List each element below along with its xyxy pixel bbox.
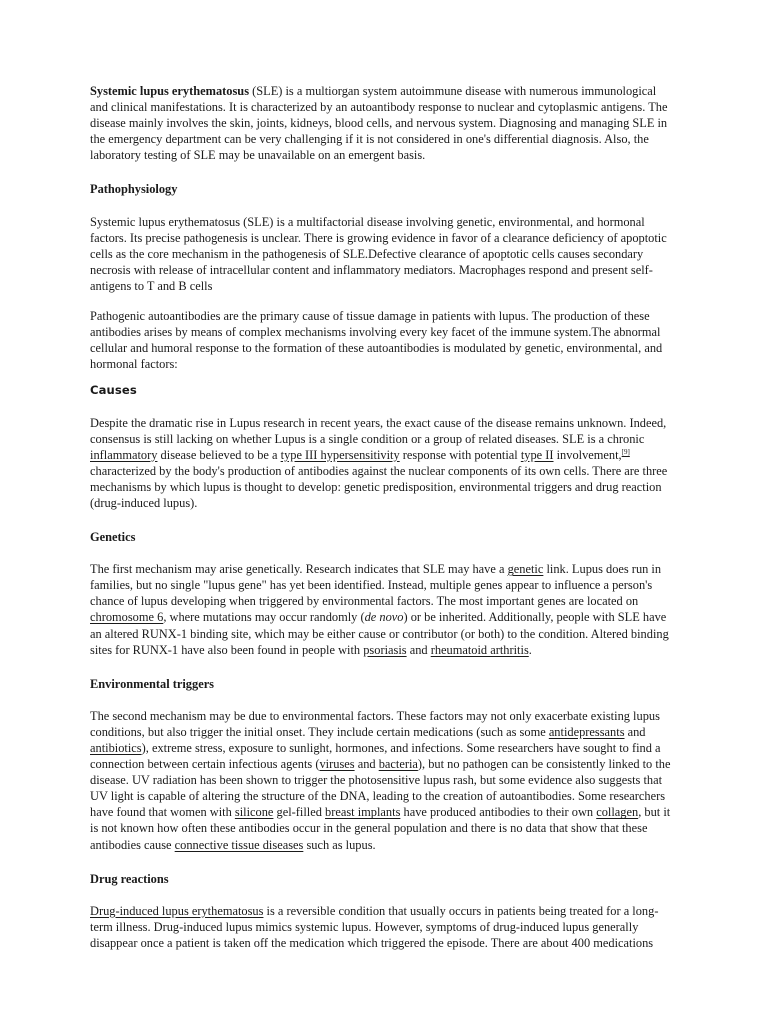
link-antibiotics[interactable]: antibiotics xyxy=(90,741,142,755)
link-psoriasis[interactable]: psoriasis xyxy=(363,642,407,657)
env-text-4: and xyxy=(354,757,379,772)
heading-genetics: Genetics xyxy=(90,530,136,545)
link-connective-tissue-diseases[interactable]: connective tissue diseases xyxy=(174,837,304,852)
link-rheumatoid-arthritis[interactable]: rheumatoid arthritis xyxy=(430,642,529,657)
genetics-italic-de-novo: de novo xyxy=(364,610,404,625)
pathophysiology-paragraph-2: Pathogenic autoantibodies are the primary cause of tissue damage in patients with lupus. The production of these antibodies arises by means of complex mechanisms involving every key facet of the immune system.The abnormal cellular and humoral response to the formation of these autoantibodies is modulated by genetic, environmental, and hormonal factors: xyxy=(90,309,663,372)
genetics-text-6: . xyxy=(528,642,532,657)
drug-text-1: is a reversible condition that usually occurs in patients being treated for a long-term illness. Drug-induced lupus mimics systemic lupus. However, symptoms of drug-induced lupus generally disappear once a patient is taken off the medication which triggered the episode. There are about 400 medications xyxy=(90,903,659,950)
link-bacteria[interactable]: bacteria xyxy=(378,757,418,772)
env-text-9: such as lupus. xyxy=(303,837,376,852)
heading-pathophysiology: Pathophysiology xyxy=(90,182,178,197)
causes-text-2: disease believed to be a xyxy=(157,447,281,462)
heading-causes: Causes xyxy=(90,383,137,398)
intro-lead-term: Systemic lupus erythematosus xyxy=(90,84,250,98)
drug-paragraph xyxy=(90,903,672,951)
link-inflammatory[interactable]: inflammatory xyxy=(90,447,158,462)
link-silicone[interactable]: silicone xyxy=(234,805,274,820)
env-text-8: , but it is not known how often these antibodies occur in the general population and there is no data that show that these antibodies cause xyxy=(90,805,671,852)
genetics-text-2: link. Lupus does run in families, but no single "lupus gene" has yet been identified. Instead, multiple genes appear to influence a person's chance of lupus developing when triggered by environmental factors. The most important genes are located on xyxy=(90,562,662,609)
link-breast-implants[interactable]: breast implants xyxy=(325,805,401,820)
genetics-paragraph xyxy=(90,561,672,658)
causes-text-5: characterized by the body's production of antibodies against the nuclear components of its own cells. There are three mechanisms by which lupus is thought to develop: genetic predisposition, environmental triggers and drug reaction (drug-induced lupus). xyxy=(90,463,668,510)
link-chromosome-6[interactable]: chromosome 6 xyxy=(90,610,164,625)
genetics-text-5: and xyxy=(406,642,431,657)
genetics-text-3: , where mutations may occur randomly ( xyxy=(163,610,365,625)
env-text-3: ), extreme stress, exposure to sunlight, hormones, and infections. Some researchers have sought to find a connection between certain infectious agents ( xyxy=(90,741,661,772)
link-viruses[interactable]: viruses xyxy=(319,757,355,772)
heading-drug-reactions: Drug reactions xyxy=(90,871,169,886)
env-text-1: The second mechanism may be due to environmental factors. These factors may not only exacerbate existing lupus conditions, but also trigger the initial onset. They include certain medications (such as some xyxy=(90,708,660,739)
causes-text-3: response with potential xyxy=(399,447,521,462)
causes-text-1: Despite the dramatic rise in Lupus research in recent years, the exact cause of the disease remains unknown. Indeed, consensus is still lacking on whether Lupus is a single condition or a group of related diseases. SLE is a chronic xyxy=(90,415,667,446)
link-type-iii-hypersensitivity[interactable]: type III hypersensitivity xyxy=(280,447,400,462)
genetics-text-1: The first mechanism may arise genetically. Research indicates that SLE may have a xyxy=(90,562,508,577)
genetics-text-4: ) or be inherited. Additionally, people with SLE have an altered RUNX-1 binding site, which may be either cause or contributor (or both) to the condition. Altered binding sites for RUNX-1 have also been found in people with xyxy=(90,610,669,657)
causes-paragraph xyxy=(90,415,672,512)
environmental-paragraph xyxy=(90,708,672,853)
link-genetic[interactable]: genetic xyxy=(507,562,544,577)
intro-text: (SLE) is a multiorgan system autoimmune disease with numerous immunological and clinical manifestations. It is characterized by an autoantibody response to nuclear and cytoplasmic antigens. The disease mainly involves the skin, joints, kidneys, blood cells, and nervous system. Diagnosing and managing SLE in the emergency department can be very challenging if it is not considered in one's differential diagnosis. Also, the laboratory testing of SLE may be unavailable on an emergent basis. xyxy=(90,84,668,163)
link-drug-induced-lupus[interactable]: Drug-induced lupus erythematosus xyxy=(90,903,264,918)
link-antidepressants[interactable]: antidepressants xyxy=(548,724,625,739)
link-collagen[interactable]: collagen xyxy=(596,805,639,820)
intro-paragraph xyxy=(90,83,672,163)
link-type-ii[interactable]: type II xyxy=(520,447,554,462)
env-text-6: gel-filled xyxy=(273,805,326,820)
reference-9-link[interactable]: [9] xyxy=(621,447,630,456)
pathophysiology-paragraph-1: Systemic lupus erythematosus (SLE) is a multifactorial disease involving genetic, environmental, and hormonal factors. Its precise pathogenesis is unclear. There is growing evidence in favor of a clearance deficiency of apoptotic cells as the core mechanism in the pathogenesis of SLE.Defective clearance of apoptotic cells causes secondary necrosis with release of intracellular content and inflammatory mediators. Macrophages respond and present self-antigens to T and B cells xyxy=(90,214,667,293)
env-text-7: have produced antibodies to their own xyxy=(400,805,597,820)
env-text-5: ), but no pathogen can be consistently linked to the disease. UV radiation has been shown to trigger the photosensitive lupus rash, but some evidence also suggests that UV light is capable of altering the structure of the DNA, leading to the creation of autoantibodies. Some researchers have found that women with xyxy=(90,757,671,820)
document-page xyxy=(90,83,672,965)
env-text-2: and xyxy=(624,724,646,739)
heading-environmental-triggers: Environmental triggers xyxy=(90,676,215,691)
causes-text-4: involvement, xyxy=(553,447,622,462)
